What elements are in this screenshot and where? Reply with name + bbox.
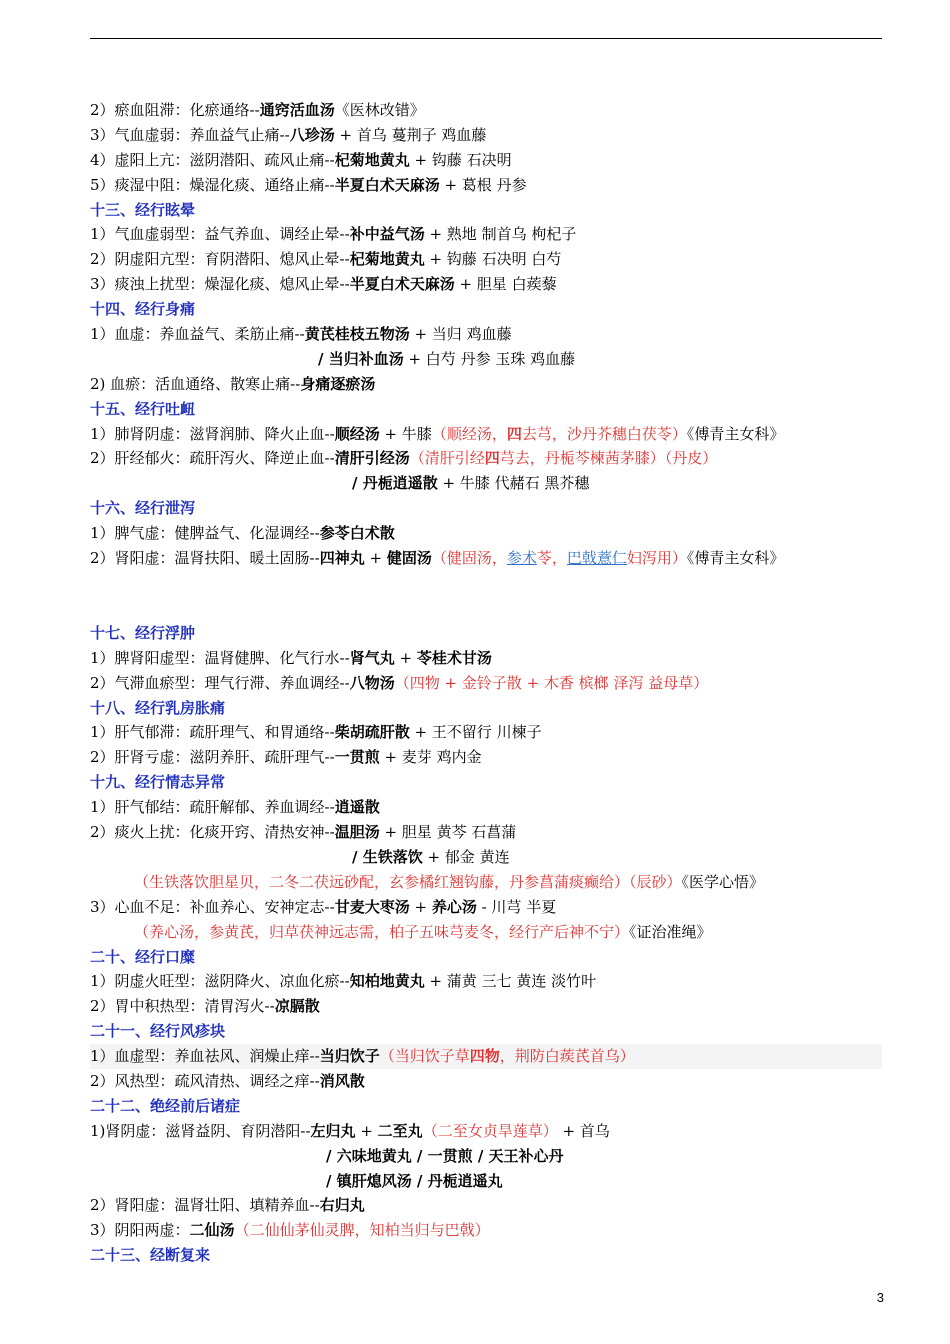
text-line xyxy=(90,671,882,696)
text-segment: + 牛膝 代赭石 黑芥穗 xyxy=(437,474,590,493)
text-segment: 2）胃中积热型：清胃泻火-- xyxy=(90,997,275,1016)
section-heading: 二十一、经行风疹块 xyxy=(90,1022,226,1041)
formula-name: 知柏地黄丸 xyxy=(349,972,425,991)
text-segment: 《医学心悟》 xyxy=(681,872,765,891)
formula-name: 补中益气汤 xyxy=(349,225,425,244)
text-line xyxy=(90,770,882,795)
text-line xyxy=(90,297,882,322)
note-text: （当归饮子草 xyxy=(379,1047,470,1066)
formula-name: 左归丸 xyxy=(310,1121,356,1140)
underlined-text: 参术 xyxy=(506,549,537,568)
text-line xyxy=(90,397,882,422)
note-text: （二至女贞旱莲草） xyxy=(422,1121,558,1140)
text-segment: 3）痰浊上扰型：燥湿化痰、熄风止晕-- xyxy=(90,275,350,294)
section-heading: 二十三、经断复来 xyxy=(90,1246,211,1265)
note-text: 苓， xyxy=(536,549,567,568)
text-segment: + 郁金 黄连 xyxy=(422,847,510,866)
text-segment: + 白芍 丹参 玉珠 鸡血藤 xyxy=(403,349,576,368)
text-line xyxy=(90,1193,882,1218)
text-line xyxy=(90,1044,882,1069)
text-line xyxy=(90,795,882,820)
formula-name: / 丹栀逍遥散 xyxy=(352,474,438,493)
formula-name: 消风散 xyxy=(319,1071,365,1090)
text-segment: + xyxy=(364,549,387,568)
text-line xyxy=(90,347,882,372)
note-text: ，荆防白蒺芪首乌） xyxy=(499,1047,635,1066)
text-segment: + 胆星 黄芩 石菖蒲 xyxy=(379,823,517,842)
text-segment: 2）肝经郁火：疏肝泻火、降逆止血-- xyxy=(90,449,335,468)
note-emphasis: 四物 xyxy=(469,1047,500,1066)
text-segment: 1）脾肾阳虚型：温肾健脾、化气行水-- xyxy=(90,648,350,667)
text-segment: 3）阴阳两虚： xyxy=(90,1221,190,1240)
text-line xyxy=(90,496,882,521)
text-line xyxy=(90,820,882,845)
underlined-text: 巴戟薏仁 xyxy=(566,549,627,568)
text-segment: 2）肝肾亏虚：滋阴养肝、疏肝理气-- xyxy=(90,748,335,767)
text-segment: + 首乌 xyxy=(557,1121,610,1140)
text-segment: + xyxy=(409,897,432,916)
formula-name: 温胆汤 xyxy=(334,823,380,842)
text-segment: + 当归 鸡血藤 xyxy=(409,325,512,344)
formula-name: 参苓白术散 xyxy=(319,524,395,543)
text-segment: 2）风热型：疏风清热、调经之痒-- xyxy=(90,1071,320,1090)
section-heading: 十七、经行浮肿 xyxy=(90,623,196,642)
formula-name: 四神丸 xyxy=(319,549,365,568)
formula-name: 柴胡疏肝散 xyxy=(334,723,410,742)
text-segment: 1）血虚：养血益气、柔筋止痛-- xyxy=(90,325,305,344)
note-text: （四物 + 金铃子散 + 木香 槟榔 泽泻 益母草） xyxy=(394,673,709,692)
formula-name: 当归饮子 xyxy=(319,1047,380,1066)
text-line xyxy=(90,870,882,895)
text-line xyxy=(90,1119,882,1144)
formula-name: 一贯煎 xyxy=(334,748,380,767)
header-rule xyxy=(90,38,882,39)
text-line xyxy=(90,720,882,745)
text-segment: 2）肾阳虚：温肾壮阳、填精养血-- xyxy=(90,1196,320,1215)
note-text: 妇泻用） xyxy=(626,549,687,568)
text-segment: 《傅青主女科》 xyxy=(686,549,785,568)
formula-name: 二仙汤 xyxy=(189,1221,235,1240)
text-segment: + xyxy=(394,648,417,667)
text-segment: 1）阴虚火旺型：滋阴降火、凉血化瘀-- xyxy=(90,972,350,991)
formula-name: / 镇肝熄风汤 / 丹栀逍遥丸 xyxy=(326,1171,503,1190)
formula-name: 苓桂术甘汤 xyxy=(416,648,492,667)
text-line xyxy=(90,546,882,571)
note-text: （健固汤， xyxy=(431,549,507,568)
section-heading: 十八、经行乳房胀痛 xyxy=(90,698,226,717)
text-segment: 2）瘀血阻滞：化瘀通络-- xyxy=(90,101,260,119)
section-heading: 十三、经行眩晕 xyxy=(90,200,196,219)
text-segment: 1）肺肾阴虚：滋肾润肺、降火止血-- xyxy=(90,424,335,443)
document-body xyxy=(90,98,882,1268)
formula-name: 甘麦大枣汤 xyxy=(334,897,410,916)
formula-name: / 生铁落饮 xyxy=(352,847,423,866)
formula-name: 八物汤 xyxy=(349,673,395,692)
text-segment: 3）气血虚弱：养血益气止痛-- xyxy=(90,125,290,144)
text-segment: + 熟地 制首乌 枸杞子 xyxy=(424,225,577,244)
text-segment: + 首乌 蔓荆子 鸡血藤 xyxy=(334,125,487,144)
note-text: （清肝引经 xyxy=(409,449,485,468)
text-segment: 2）痰火上扰：化痰开窍、清热安神-- xyxy=(90,823,335,842)
text-line xyxy=(90,1243,882,1268)
text-line xyxy=(90,696,882,721)
note-emphasis: 四 xyxy=(484,449,500,468)
text-line xyxy=(90,173,882,198)
formula-name: 肾气丸 xyxy=(349,648,395,667)
text-segment: - 川芎 半夏 xyxy=(476,897,557,916)
text-segment: + 王不留行 川楝子 xyxy=(409,723,542,742)
text-segment: 3）心血不足：补血养心、安神定志-- xyxy=(90,897,335,916)
text-line xyxy=(90,98,882,123)
formula-name: 半夏白术天麻汤 xyxy=(334,175,440,194)
text-segment: + xyxy=(355,1121,378,1140)
text-line xyxy=(90,322,882,347)
text-segment: 2）肾阳虚：温肾扶阳、暖土固肠-- xyxy=(90,549,320,568)
text-line xyxy=(90,994,882,1019)
note-text: （二仙仙茅仙灵脾，知柏当归与巴戟） xyxy=(234,1221,490,1240)
text-line xyxy=(90,845,882,870)
text-line xyxy=(90,920,882,945)
text-line xyxy=(90,945,882,970)
formula-name: 右归丸 xyxy=(319,1196,365,1215)
section-heading: 十四、经行身痛 xyxy=(90,300,196,319)
formula-name: 身痛逐瘀汤 xyxy=(300,374,376,393)
note-text: （顺经汤， xyxy=(431,424,507,443)
formula-name: 顺经汤 xyxy=(334,424,380,443)
text-line xyxy=(90,1169,882,1194)
formula-name: / 六味地黄丸 / 一贯煎 / 天王补心丹 xyxy=(326,1146,564,1165)
formula-name: 八珍汤 xyxy=(289,125,335,144)
note-text: 芎去，丹栀芩楝茜茅膝）（丹皮） xyxy=(499,449,718,468)
spacer xyxy=(90,571,882,621)
text-line xyxy=(90,422,882,447)
formula-name: / 当归补血汤 xyxy=(318,349,404,368)
text-segment: 1）气血虚弱型：益气养血、调经止晕-- xyxy=(90,225,350,244)
text-segment: + 胆星 白蒺藜 xyxy=(454,275,557,294)
text-segment: 5）痰湿中阻：燥湿化痰、通络止痛-- xyxy=(90,175,335,194)
text-segment: + 钩藤 石决明 xyxy=(409,150,512,169)
section-heading: 二十、经行口糜 xyxy=(90,947,196,966)
text-segment: 《医林改错》 xyxy=(334,101,425,119)
text-line xyxy=(90,471,882,496)
text-segment: 2）气滞血瘀型：理气行滞、养血调经-- xyxy=(90,673,350,692)
text-line xyxy=(90,1019,882,1044)
text-line xyxy=(90,521,882,546)
text-segment: + 蒲黄 三七 黄连 淡竹叶 xyxy=(424,972,597,991)
text-segment: 1）肝气郁结：疏肝解郁、养血调经-- xyxy=(90,798,335,817)
text-segment: + 葛根 丹参 xyxy=(439,175,527,194)
text-line xyxy=(90,222,882,247)
text-segment: + 麦芽 鸡内金 xyxy=(379,748,482,767)
note-emphasis: 四 xyxy=(506,424,522,443)
section-heading: 十九、经行情志异常 xyxy=(90,773,226,792)
text-line xyxy=(90,1069,882,1094)
text-line xyxy=(90,1094,882,1119)
text-line xyxy=(90,123,882,148)
text-line xyxy=(90,621,882,646)
text-segment: 1)肾阴虚：滋肾益阴、育阴潜阳-- xyxy=(90,1121,311,1140)
note-text: （生铁落饮胆星贝，二冬二茯远砂配，玄参橘红翘钩藤，丹参菖蒲痰癫给）（辰砂） xyxy=(134,872,682,891)
text-line xyxy=(90,1218,882,1243)
formula-name: 半夏白术天麻汤 xyxy=(349,275,455,294)
text-line xyxy=(90,895,882,920)
formula-name: 健固汤 xyxy=(386,549,432,568)
text-line xyxy=(90,198,882,223)
section-heading: 十五、经行吐衄 xyxy=(90,399,196,418)
text-line xyxy=(90,372,882,397)
formula-name: 通窍活血汤 xyxy=(259,101,335,119)
text-segment: 1）血虚型：养血祛风、润燥止痒-- xyxy=(90,1047,320,1066)
text-segment: 2) 血瘀：活血通络、散寒止痛-- xyxy=(90,374,301,393)
text-segment: 1）肝气郁滞：疏肝理气、和胃通络-- xyxy=(90,723,335,742)
section-heading: 十六、经行泄泻 xyxy=(90,499,196,518)
text-segment: 2）阴虚阳亢型：育阴潜阳、熄风止晕-- xyxy=(90,250,350,269)
text-segment: 《证治准绳》 xyxy=(629,922,712,941)
text-segment: 1）脾气虚：健脾益气、化湿调经-- xyxy=(90,524,320,543)
formula-name: 清肝引经汤 xyxy=(334,449,410,468)
formula-name: 杞菊地黄丸 xyxy=(334,150,410,169)
text-line xyxy=(90,745,882,770)
note-text: （养心汤，参黄芪，归草茯神远志需，柏子五味芎麦冬，经行产后神不宁） xyxy=(134,922,630,941)
text-line xyxy=(90,247,882,272)
page-number: 3 xyxy=(876,1290,884,1305)
text-line xyxy=(90,646,882,671)
text-segment: 《傅青主女科》 xyxy=(686,424,785,443)
section-heading: 二十二、绝经前后诸症 xyxy=(90,1096,241,1115)
text-segment: 4）虚阳上亢：滋阴潜阳、疏风止痛-- xyxy=(90,150,335,169)
text-line xyxy=(90,272,882,297)
text-segment: + 钩藤 石决明 白芍 xyxy=(424,250,562,269)
note-text: 去芎，沙丹芥穗白茯苓） xyxy=(521,424,687,443)
text-line xyxy=(90,446,882,471)
text-line xyxy=(90,148,882,173)
formula-name: 二至丸 xyxy=(377,1121,423,1140)
formula-name: 养心汤 xyxy=(431,897,477,916)
formula-name: 逍遥散 xyxy=(334,798,380,817)
text-line xyxy=(90,1144,882,1169)
formula-name: 杞菊地黄丸 xyxy=(349,250,425,269)
formula-name: 黄芪桂枝五物汤 xyxy=(304,325,410,344)
text-line xyxy=(90,969,882,994)
formula-name: 凉膈散 xyxy=(274,997,320,1016)
text-segment: + 牛膝 xyxy=(379,424,432,443)
